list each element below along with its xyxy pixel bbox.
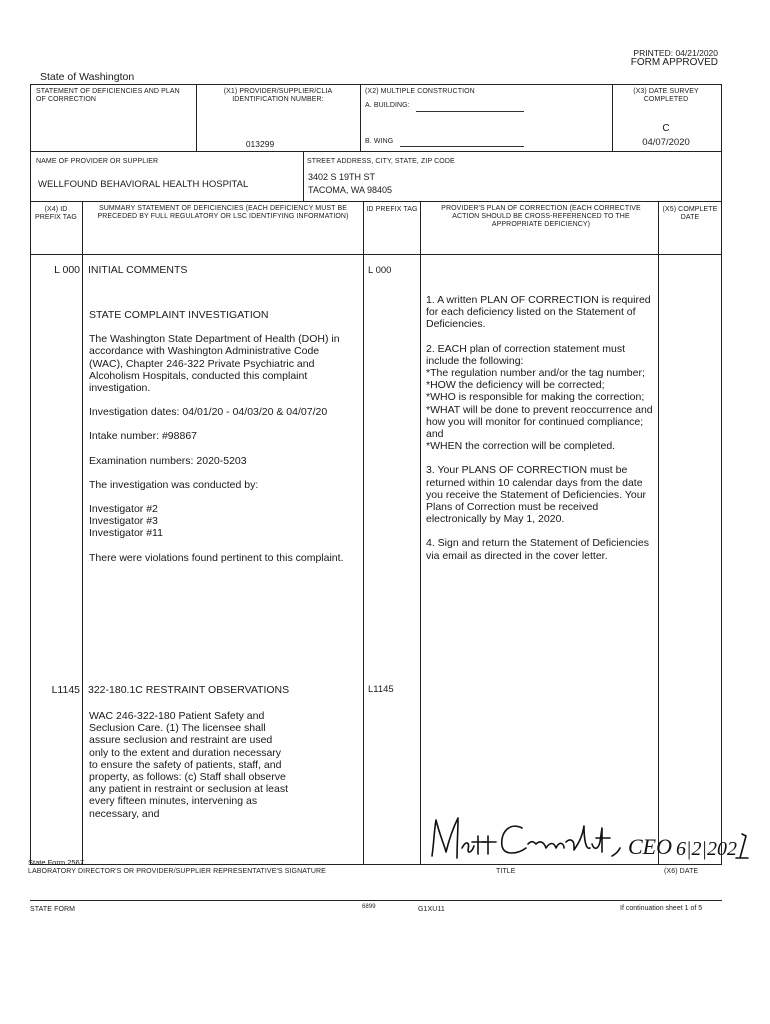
row1-tag-left: L 000 xyxy=(54,264,80,276)
summary-intro: The Washington State Department of Health (DOH) in accordance with Washington Administrative Code (WAC), Chapter 246-322 Private Psychiatric and Alcoholism Hospitals, conducted this complaint investigation. xyxy=(89,333,340,395)
summary-intake: Intake number: #98867 xyxy=(89,430,197,443)
wing-label: B. WING xyxy=(365,138,394,145)
signature-label: LABORATORY DIRECTOR'S OR PROVIDER/SUPPLIER REPRESENTATIVE'S SIGNATURE xyxy=(28,868,326,875)
plan-item-2: 2. EACH plan of correction statement must include the following: *The regulation number and/or the tag number; *HOW the deficiency will be corrected; *WHO is responsible for making the correction; *WHAT will be done to prevent reoccurrence and how you will monitor for continued compliance; and *WHEN the correction will be completed. xyxy=(426,342,653,453)
x3-code: C xyxy=(662,123,670,134)
row2-summary xyxy=(89,710,289,820)
row2-tag-left: L1145 xyxy=(51,684,80,696)
x1-label: (X1) PROVIDER/SUPPLIER/CLIA IDENTIFICATION NUMBER: xyxy=(223,88,333,103)
handwritten-signature xyxy=(424,814,750,864)
row1-summary xyxy=(89,309,355,576)
footer-code: G1XU11 xyxy=(418,906,445,913)
provider-city: TACOMA, WA 98405 xyxy=(308,185,393,195)
signature-ceo-text: CEO xyxy=(628,834,672,859)
footer-code-mid: 6899 xyxy=(362,904,376,910)
col-summary: SUMMARY STATEMENT OF DEFICIENCIES (EACH DEFICIENCY MUST BE PRECEDED BY FULL REGULATORY OR LSC IDENTIFYING INFORMATION) xyxy=(97,205,349,220)
x2-label: (X2) MULTIPLE CONSTRUCTION xyxy=(365,88,475,95)
row1-tag-right: L 000 xyxy=(368,265,392,276)
x1-value: 013299 xyxy=(245,139,275,149)
continuation-text: If continuation sheet 1 of 5 xyxy=(620,905,703,912)
provider-street: 3402 S 19TH ST xyxy=(308,172,376,182)
statement-label: STATEMENT OF DEFICIENCIES AND PLAN OF CORRECTION xyxy=(36,88,180,103)
summary-heading: STATE COMPLAINT INVESTIGATION xyxy=(89,309,269,321)
building-label: A. BUILDING: xyxy=(365,102,410,109)
signature xyxy=(424,814,750,864)
summary-violations: There were violations found pertinent to this complaint. xyxy=(89,551,344,564)
printed-date: PRINTED: 04/21/2020 xyxy=(633,48,718,58)
provider-name: WELLFOUND BEHAVIORAL HEALTH HOSPITAL xyxy=(38,179,249,190)
provider-address-label: STREET ADDRESS, CITY, STATE, ZIP CODE xyxy=(307,158,455,165)
col-plan: PROVIDER'S PLAN OF CORRECTION (EACH CORRECTIVE ACTION SHOULD BE CROSS-REFERENCED TO THE APPROPRIATE DEFICIENCY) xyxy=(441,205,641,228)
row2-tag-right: L1145 xyxy=(368,684,394,695)
summary-conducted: The investigation was conducted by: xyxy=(89,478,259,491)
state-name: State of Washington xyxy=(40,71,135,83)
col-x4-prefix: (X4) ID PREFIX TAG xyxy=(35,206,77,221)
building-field xyxy=(416,111,524,112)
summary-exam: Examination numbers: 2020-5203 xyxy=(89,454,247,467)
signature-date-text: 6|2|202 xyxy=(676,838,737,860)
row1-plan xyxy=(426,294,656,574)
col-x5: (X5) COMPLETE DATE xyxy=(662,206,718,221)
x3-label: (X3) DATE SURVEY COMPLETED xyxy=(633,88,699,103)
plan-item-4: 4. Sign and return the Statement of Deficiencies via email as directed in the cover letter. xyxy=(426,537,649,562)
row2-regulation: WAC 246-322-180 Patient Safety and Seclusion Care. (1) The licensee shall assure seclusion and restraint are used only to the extent and duration necessary to ensure the safety of patients, staff, and property, as follows: (c) Staff shall observe any patient in restraint or seclusion at least every fifteen minutes, intervening as necessary, and xyxy=(89,710,289,820)
summary-dates: Investigation dates: 04/01/20 - 04/03/20 & 04/07/20 xyxy=(89,406,328,419)
form-status: FORM APPROVED xyxy=(630,57,718,68)
state-form-label: STATE FORM xyxy=(30,906,76,913)
row1-title: INITIAL COMMENTS xyxy=(88,264,188,276)
provider-name-label: NAME OF PROVIDER OR SUPPLIER xyxy=(36,158,159,165)
plan-item-3: 3. Your PLANS OF CORRECTION must be returned within 10 calendar days from the date you receive the Statement of Deficiencies. Your Plans of Correction must be received electronically by May 1, 2020. xyxy=(426,464,647,526)
date-label: (X6) DATE xyxy=(664,868,699,875)
state-form-number: State Form 2567 xyxy=(28,858,84,867)
summary-investigators: Investigator #2 Investigator #3 Investigator #11 xyxy=(89,503,163,540)
wing-field xyxy=(400,146,524,147)
title-label: TITLE xyxy=(496,868,516,875)
plan-item-1: 1. A written PLAN OF CORRECTION is required for each deficiency listed on the Statement of Deficiencies. xyxy=(426,294,651,331)
col-id-prefix: ID PREFIX TAG xyxy=(366,206,418,213)
row2-title: 322-180.1C RESTRAINT OBSERVATIONS xyxy=(88,684,290,696)
x3-date: 04/07/2020 xyxy=(642,137,690,148)
